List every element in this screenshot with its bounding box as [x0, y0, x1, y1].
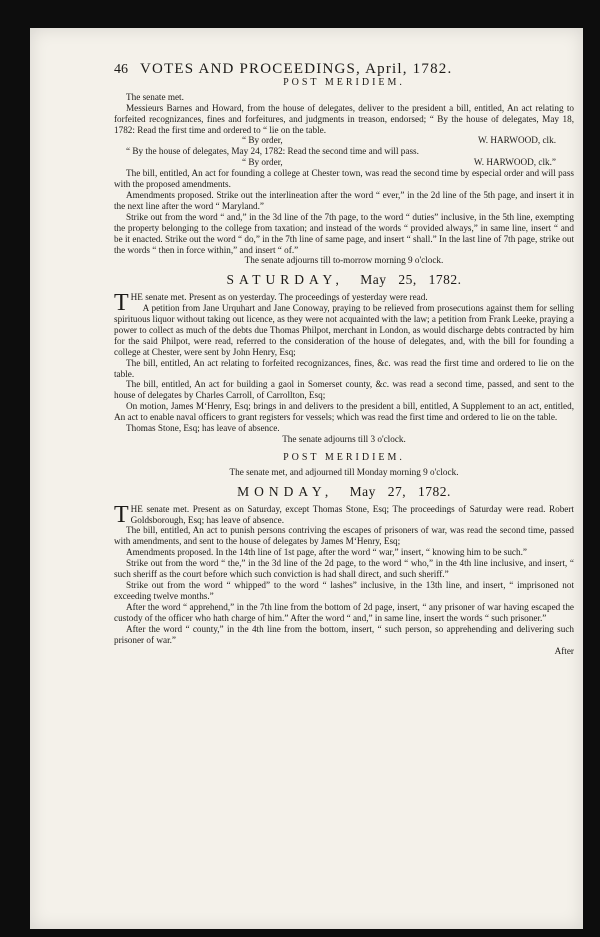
paragraph: “ By the house of delegates, May 24, 1782: Read the second time and will pass. [126, 146, 419, 157]
paragraph: After the word “ apprehend,” in the 7th line from the bottom of 2d page, insert, “ any prisoner of war having escaped the custody of the officer who hath charge of him.” After the word “ and,” in same line, insert the words “ such prisoner.” [114, 601, 574, 623]
day-date: May 27, 1782. [349, 483, 451, 499]
page-title: VOTES AND PROCEEDINGS, April, 1782. [140, 61, 453, 77]
day-heading-saturday [114, 272, 574, 288]
running-head [114, 61, 574, 77]
paragraph-with-dropcap [114, 501, 574, 528]
day-name: SATURDAY, [226, 272, 344, 288]
paragraph-text: HE senate met. Present as on yesterday. The proceedings of yesterday were read. [130, 292, 428, 303]
paragraph: After the word “ county,” in the 4th line from the bottom, insert, “ such person, so apprehending and delivering such prisoner of war.” [114, 623, 574, 645]
adjournment-note: The senate adjourns till 3 o'clock. [282, 434, 406, 444]
document-page [30, 28, 583, 929]
day-heading-monday [114, 483, 574, 499]
drop-cap: T [114, 290, 129, 317]
paragraph: On motion, James M‘Henry, Esq; brings in and delivers to the president a bill, entitled, A Supplement to an act, entitled, An act to enable naval officers to grant registers for vessels; which was read the first time and ordered to lie on the table. [114, 401, 574, 423]
text-column [114, 61, 575, 657]
catchword: After [554, 646, 574, 657]
signature-clerk: W. HARWOOD, clk. [477, 135, 556, 146]
paragraph: A petition from Jane Urquhart and Jane Conoway, praying to be relieved from prosecutions against them for selling spirituous liquor without taking out licence, as they were not acquainted with the law; a petition from Frank Leeke, praying a power to collect as much of the debts due Thomas Philpot, merchant in London, as would discharge debts contracted by him for the said Philpot, were read, referred to the consideration of the house of delegates, and, with the bill for founding a college at Chester, were sent by John Henry, Esq; [114, 303, 574, 357]
signature-line [114, 157, 574, 168]
day-date: May 25, 1782. [360, 272, 462, 288]
signature-line [114, 135, 574, 146]
drop-cap: T [114, 501, 129, 528]
paragraph: The bill, entitled, An act to punish persons contriving the escapes of prisoners of war, was read the second time, passed with amendments, and sent to the house of delegates by James M‘Henry, Esq; [114, 525, 574, 547]
paragraph: Messieurs Barnes and Howard, from the house of delegates, deliver to the president a bill, entitled, An act relating to forfeited recognizances, fines and forfeitures, and judgments in treason, endorsed; “ By the house of delegates, May 18, 1782: Read the first time and ordered to “ lie on the table. [114, 102, 574, 135]
paragraph: Strike out from the word “ and,” in the 3d line of the 7th page, to the word “ duties” inclusive, in the 5th line, exempting the property belonging to the college from taxation; and instead of the words “ provided always,” in same line, insert “ and be it enacted. Strike out the word “ do,” in the 7th line of same page, and insert “ shall.” In the last line of 7th page, strike out the words “ then in force within,” and insert “ of.” [114, 211, 575, 255]
paragraph: The bill, entitled, An act relating to forfeited recognizances, fines, &c. was read the first time and ordered to lie on the table. [114, 357, 574, 379]
paragraph: Strike out from the word “ whipped” to the word “ lashes” inclusive, in the 13th line, and insert, “ imprisoned not exceeding twelve months.” [114, 579, 574, 601]
post-meridiem-heading: POST MERIDIEM. [283, 451, 405, 463]
page-number: 46 [114, 62, 128, 77]
signature-by-order: “ By order, [242, 157, 283, 168]
paragraph: The senate met. [126, 91, 184, 102]
paragraph: Strike out from the word “ the,” in the 3d line of the 2d page, to the word “ who,” in the 4th line inclusive, and insert, “ such sheriff as the court before which such conviction is had shall direct, and such sheriff.” [114, 558, 574, 580]
paragraph: Amendments proposed. Strike out the interlineation after the word “ ever,” in the 2d line of the 5th page, and insert it in the next line after the word “ Maryland.” [114, 189, 574, 211]
paragraph: The bill, entitled, An act for building a gaol in Somerset county, &c. was read a second time, passed, and sent to the house of delegates by Charles Carroll, of Carrollton, Esq; [114, 379, 574, 401]
paragraph: The senate met, and adjourned till Monday morning 9 o'clock. [229, 466, 459, 477]
post-meridiem-heading: POST MERIDIEM. [283, 76, 405, 88]
paragraph: Amendments proposed. In the 14th line of 1st page, after the word “ war,” insert, “ knowing him to be such.” [126, 547, 527, 558]
paragraph: Thomas Stone, Esq; has leave of absence. [126, 423, 280, 434]
paragraph: The bill, entitled, An act for founding a college at Chester town, was read the second time by especial order and will pass with the proposed amendments. [114, 168, 574, 190]
signature-by-order: “ By order, [242, 135, 283, 146]
signature-clerk: W. HARWOOD, clk.” [473, 157, 556, 168]
paragraph-text: HE senate met. Present as on Saturday, except Thomas Stone, Esq; The proceedings of Saturday were read. Robert Goldsborough, Esq; has leave of absence. [130, 503, 574, 525]
paragraph-with-dropcap [114, 290, 574, 317]
day-name: MONDAY, [237, 483, 334, 499]
adjournment-note: The senate adjourns till to-morrow morning 9 o'clock. [244, 255, 444, 266]
